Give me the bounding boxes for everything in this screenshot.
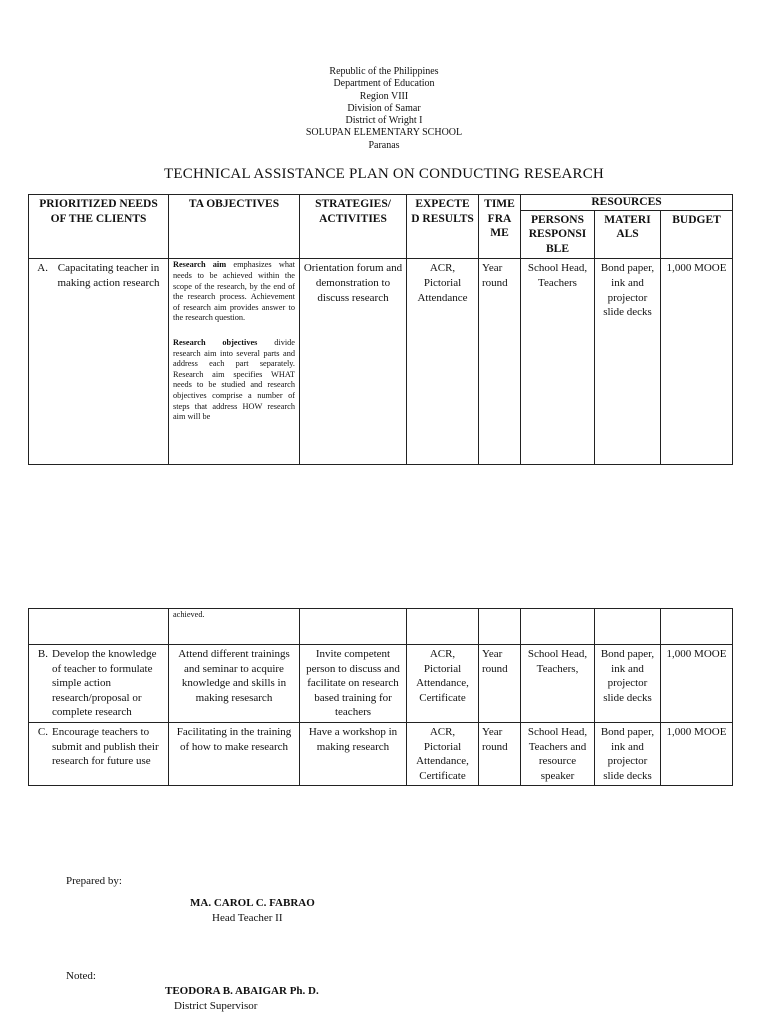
table-header-row	[29, 195, 733, 211]
header-line: Paranas	[368, 139, 400, 151]
col-header-resources: RESOURCES	[521, 195, 733, 211]
table-row	[29, 609, 733, 645]
col-header-expected: EXPECTE D RESULTS	[407, 195, 479, 259]
expected-cell: ACR, Pictorial Attendance, Certificate	[407, 645, 479, 723]
objective-text: divide research aim into several parts and address each part separately. Research aim specifies WHAT needs to be studied and research objectives comprise a number of steps that address HOW research aim will be	[173, 337, 295, 422]
budget-cell: 1,000 MOOE	[661, 722, 733, 785]
document-header	[0, 66, 768, 152]
expected-cell: ACR, Pictorial Attendance	[407, 259, 479, 465]
strategy-cell: Orientation forum and demonstration to discuss research	[300, 259, 407, 465]
timeframe-cell: Year round	[479, 722, 521, 785]
row-label: A.	[37, 262, 48, 275]
materials-cell: Bond paper, ink and projector slide decks	[595, 259, 661, 465]
col-header-materials: MATERI ALS	[595, 210, 661, 259]
header-line: Region VIII	[359, 90, 409, 102]
objective-cell: Attend different trainings and seminar to acquire knowledge and skills in making resesarch	[169, 645, 300, 723]
header-line: Department of Education	[333, 78, 435, 90]
expected-cell: ACR, Pictorial Attendance, Certificate	[407, 722, 479, 785]
row-label: C.	[37, 725, 48, 738]
need-text: Capacitating teacher in making action research	[57, 262, 160, 289]
materials-cell: Bond paper, ink and projector slide decks	[595, 645, 661, 723]
col-header-strategies: STRATEGIES/ ACTIVITIES	[300, 195, 407, 259]
objective-term: Research aim	[173, 260, 227, 270]
col-header-objectives: TA OBJECTIVES	[169, 195, 300, 259]
objective-term: Research objectives	[173, 337, 258, 347]
need-cell	[29, 645, 169, 723]
table-row	[29, 645, 733, 723]
materials-cell: Bond paper, ink and projector slide decks	[595, 722, 661, 785]
objective-cell	[169, 259, 300, 465]
plan-table-continued	[28, 608, 733, 786]
persons-cell: School Head, Teachers,	[521, 645, 595, 723]
page-title: TECHNICAL ASSISTANCE PLAN ON CONDUCTING RESEARCH	[164, 166, 604, 182]
plan-table	[28, 194, 733, 465]
header-line: District of Wright I	[345, 115, 423, 127]
strategy-cell: Have a workshop in making research	[300, 722, 407, 785]
timeframe-cell: Year round	[479, 259, 521, 465]
persons-cell: School Head, Teachers	[521, 259, 595, 465]
noted-by-title: District Supervisor	[174, 1000, 258, 1012]
prepared-by-title: Head Teacher II	[212, 912, 283, 924]
prepared-by-name: MA. CAROL C. FABRAO	[190, 897, 315, 909]
col-header-budget: BUDGET	[661, 210, 733, 259]
persons-cell: School Head, Teachers and resource speaker	[521, 722, 595, 785]
objective-cell: achieved.	[169, 609, 300, 645]
row-label: B.	[37, 648, 48, 660]
objective-cell: Facilitating in the training of how to make research	[169, 722, 300, 785]
noted-label: Noted:	[66, 970, 96, 982]
need-cell	[29, 722, 169, 785]
col-header-persons: PERSONS RESPONSI BLE	[521, 210, 595, 259]
header-line: SOLUPAN ELEMENTARY SCHOOL	[305, 127, 463, 139]
budget-cell: 1,000 MOOE	[661, 259, 733, 465]
need-cell	[29, 259, 169, 465]
prepared-by-label: Prepared by:	[66, 875, 122, 887]
need-text: Encourage teachers to submit and publish their research for future use	[52, 725, 159, 768]
timeframe-cell: Year round	[479, 645, 521, 723]
need-text: Develop the knowledge of teacher to formulate simple action research/proposal or complete research	[52, 648, 157, 719]
col-header-needs: PRIORITIZED NEEDS OF THE CLIENTS	[29, 195, 169, 259]
table-row	[29, 259, 733, 465]
col-header-timeframe: TIME FRA ME	[479, 195, 521, 259]
objective-text: emphasizes what needs to be achieved within the scope of the research, by the end of the research process. Achievement of research aim provides answer to the research question.	[173, 260, 295, 323]
header-line: Republic of the Philippines	[329, 66, 439, 77]
header-line: Division of Samar	[347, 102, 421, 114]
table-row	[29, 722, 733, 785]
budget-cell: 1,000 MOOE	[661, 645, 733, 723]
noted-by-name: TEODORA B. ABAIGAR Ph. D.	[165, 985, 319, 997]
strategy-cell: Invite competent person to discuss and facilitate on research based training for teachers	[300, 645, 407, 723]
